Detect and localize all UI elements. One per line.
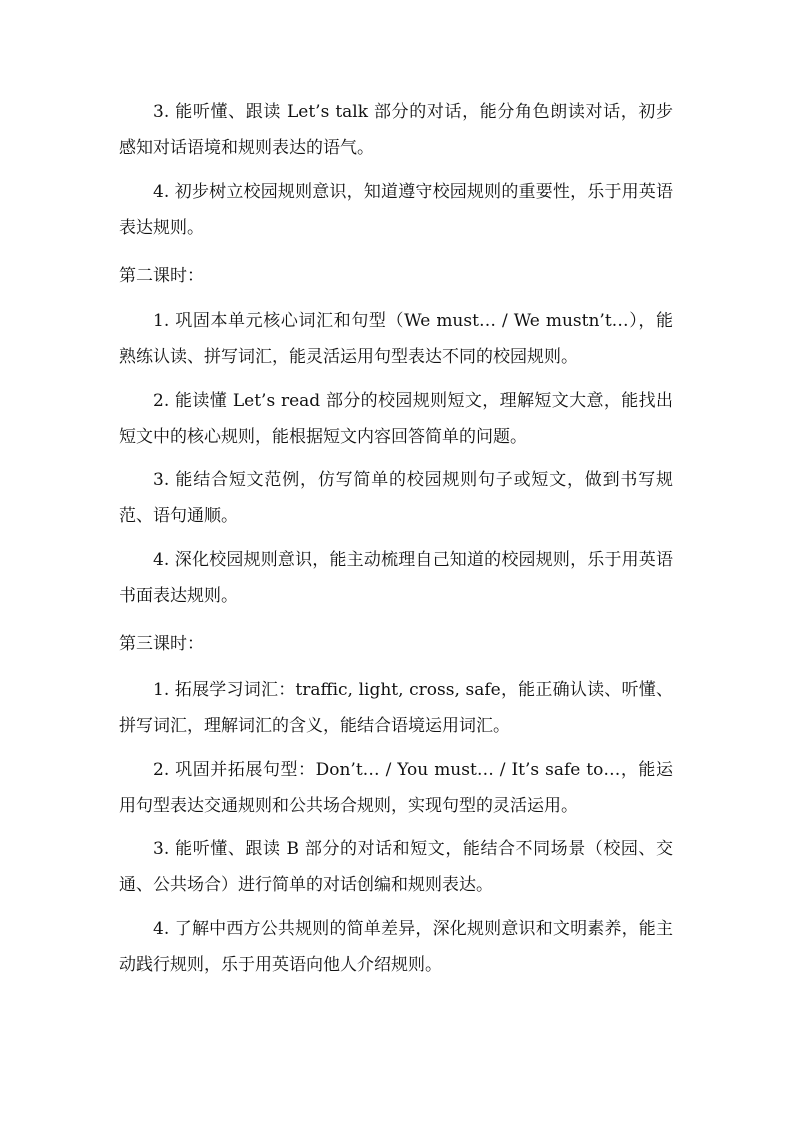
- lesson3-objective-2: 2. 巩固并拓展句型：Don’t… / You must… / It’s safe to…，能运用句型表达交通规则和公共场合规则，实现句型的灵活运用。: [119, 760, 673, 816]
- lesson2-objective-1: 1. 巩固本单元核心词汇和句型（We must… / We mustn’t…），能熟练认读、拼写词汇，能灵活运用句型表达不同的校园规则。: [119, 311, 673, 367]
- lesson2-objective-2: 2. 能读懂 Let’s read 部分的校园规则短文，理解短文大意，能找出短文中的核心规则，能根据短文内容回答简单的问题。: [119, 391, 673, 447]
- lesson2-objective-3: 3. 能结合短文范例，仿写简单的校园规则句子或短文，做到书写规范、语句通顺。: [119, 470, 673, 526]
- lesson3-objective-1: 1. 拓展学习词汇：traffic, light, cross, safe，能正确认读、听懂、拼写词汇，理解词汇的含义，能结合语境运用词汇。: [119, 680, 673, 736]
- lesson3-objective-4: 4. 了解中西方公共规则的简单差异，深化规则意识和文明素养，能主动践行规则，乐于用英语向他人介绍规则。: [119, 919, 673, 975]
- lesson2-objective-4: 4. 深化校园规则意识，能主动梳理自己知道的校园规则，乐于用英语书面表达规则。: [119, 550, 673, 606]
- lesson3-heading: 第三课时：: [119, 634, 204, 654]
- lesson1-objective-4: 4. 初步树立校园规则意识，知道遵守校园规则的重要性，乐于用英语表达规则。: [119, 182, 673, 238]
- lesson3-objective-3: 3. 能听懂、跟读 B 部分的对话和短文，能结合不同场景（校园、交通、公共场合）进行简单的对话创编和规则表达。: [119, 839, 673, 895]
- lesson1-objective-3: 3. 能听懂、跟读 Let’s talk 部分的对话，能分角色朗读对话，初步感知对话语境和规则表达的语气。: [119, 102, 673, 158]
- lesson2-heading: 第二课时：: [119, 266, 204, 286]
